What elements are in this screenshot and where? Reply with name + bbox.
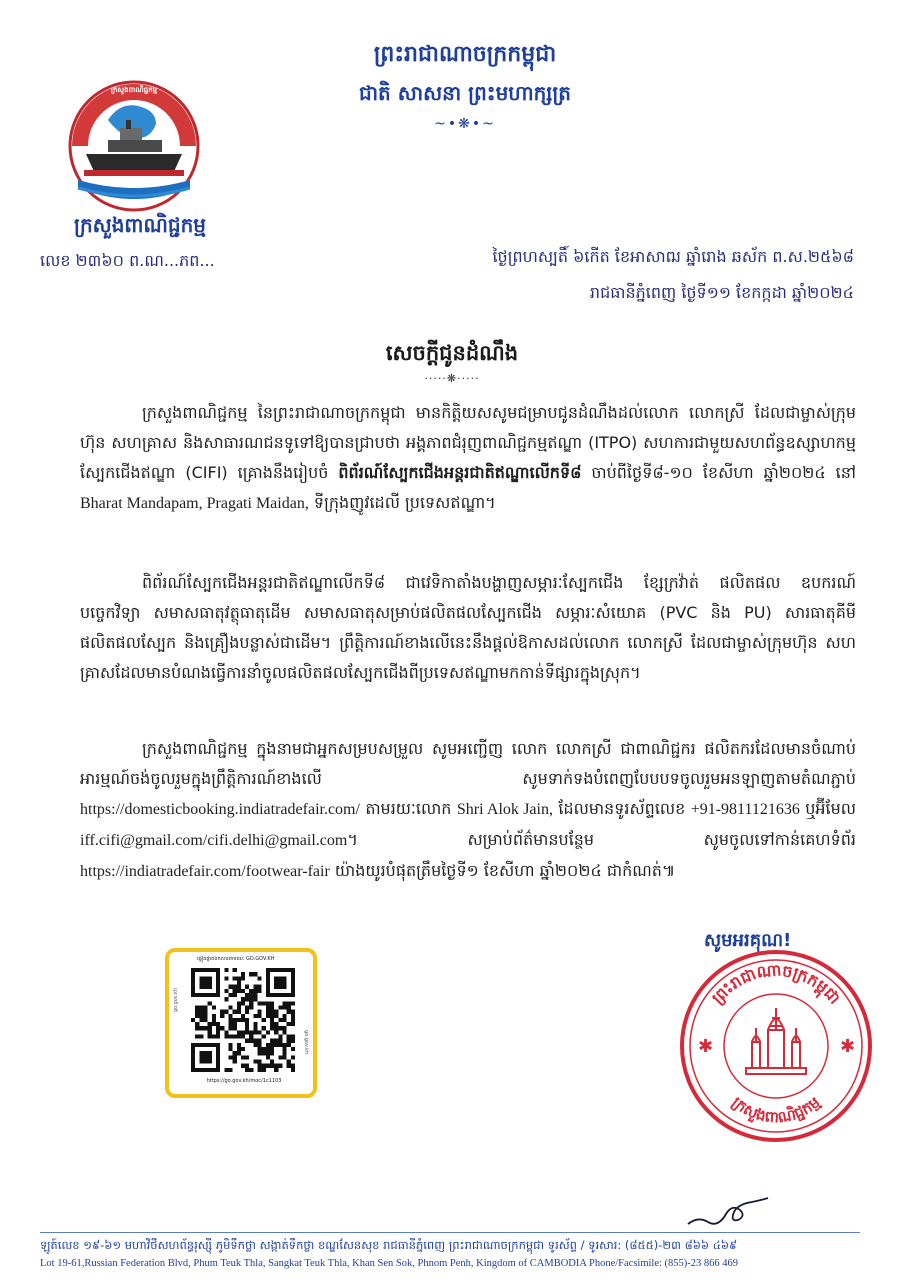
solar-date: រាជធានីភ្នំពេញ ថ្ងៃទី១១ ខែកក្កដា ឆ្នាំ២០២៤: [589, 283, 854, 302]
p1-venue: Bharat Mandapam, Pragati Maidan,: [80, 495, 309, 512]
kingdom-title: ព្រះរាជាណាចក្រកម្ពុជា: [373, 42, 557, 67]
p1-text-c: ទីក្រុងញូវដេលី ប្រទេសឥណ្ឌា។: [308, 493, 496, 512]
paragraph-2: ពិព័រណ៍ស្បែកជើងអន្តរជាតិឥណ្ឌាលើកទី៨ ជាវេទិកាតាំងបង្ហាញសម្ភារៈស្បែកជើង ខ្សែក្រវ៉ាត់ ផលិតផល ឧបករណ៍ បច្ចេកវិទ្យា សមាសធាតុវត្ថុធាតុដើម សមាសធាតុសម្រាប់ផលិតផលស្បែកជើង សម្ភារៈសំយោគ (PVC និង PU) សារធាតុគីមី ផលិតផលស្បែក និងគ្រឿងបន្លាស់ជាដើម។ ព្រឹត្តិការណ៍ខាងលើនេះនឹងផ្តល់ឱកាសដល់លោក លោកស្រី ដែលជាម្ចាស់ក្រុមហ៊ុន សហគ្រាសដែលមានបំណងធ្វើការនាំចូលផលិតផលស្បែកជើងពីប្រទេសឥណ្ឌាមកកាន់ទីផ្សារក្នុងស្រុក។: [80, 573, 856, 682]
qr-finder-pattern: [191, 1043, 220, 1072]
qr-top-text: ផ្ទៀងផ្ទាត់ឯកសារតាមរយៈ GO.GOV.KH: [197, 956, 275, 962]
reference-number: លេខ ២៣៦០ ព.ណ...ភព...: [40, 251, 215, 270]
p3-text-d: ឬអ៊ីមែល: [799, 799, 857, 818]
footer-address-khmer: ឡូត៍លេខ ១៩-៦១ មហាវិថីសហព័ន្ធរុស្ស៊ី ភូមិទឹកថ្លា សង្កាត់ទឹកថ្លា ខណ្ឌសែនសុខ រាជធានីភ្នំពេញ ព្រះរាជាណាចក្រកម្ពុជា ទូរស័ព្ទ / ទូរសារ: (៨៥៥)-២៣ ៨៦៦ ៤៦៩: [40, 1238, 738, 1252]
p1-text-b: ចាប់ពីថ្ងៃទី៨-១០ ខែសីហា ឆ្នាំ២០២៤ នៅ: [581, 463, 856, 482]
footer-address-english: Lot 19-61,Russian Federation Blvd, Phum Teuk Thla, Sangkat Teuk Thla, Khan Sen Sok, Phnom Penh, Kingdom of CAMBODIA Phone/Facsimile: (855)-23 866 469: [40, 1258, 739, 1269]
contact-email[interactable]: iff.cifi@gmail.com/cifi.delhi@gmail.com: [80, 832, 348, 849]
closing-thanks: សូមអរគុណ!: [704, 930, 792, 951]
ministry-logo: [68, 80, 200, 212]
fair-website-link[interactable]: https://indiatradefair.com/footwear-fair: [80, 863, 330, 880]
seal-top-text: ព្រះរាជាណាចក្រកម្ពុជា: [707, 960, 845, 1008]
footer-divider: [40, 1232, 860, 1233]
document-title: សេចក្តីជូនដំណឹង: [385, 341, 519, 365]
p3-text-c: ដែលមានទូរស័ព្ទលេខ: [552, 799, 691, 818]
national-motto: ជាតិ សាសនា ព្រះមហាក្សត្រ: [359, 81, 571, 105]
header-ornament: ~•❋•~: [434, 116, 496, 132]
svg-text:✱: ✱: [698, 1036, 714, 1057]
p1-text-a: ក្រសួងពាណិជ្ជកម្ម នៃព្រះរាជាណាចក្រកម្ពុជា មានកិត្តិយសសូមជម្រាបជូនដំណឹងដល់លោក លោកស្រី ដែលជាម្ចាស់ក្រុមហ៊ុន សហគ្រាស និងសាធារណជនទូទៅឱ្យបានជ្រាបថា អង្គភាពជំរុញពាណិជ្ជកម្មឥណ្ឌា (ITPO) សហការជាមួយសហព័ន្ធឧស្សាហកម្មស្បែកជើងឥណ្ឌា (CIFI) គ្រោងនឹងរៀបចំ: [80, 403, 856, 482]
official-seal: [676, 946, 876, 1146]
paragraph-1: [80, 398, 856, 519]
qr-url[interactable]: https://go.gov.kh/moc/1c1103: [206, 1078, 282, 1084]
p3-text-e: ។ សម្រាប់ព័ត៌មានបន្ថែម សូមចូលទៅកាន់គេហទំព័រ: [347, 830, 856, 849]
lunar-date: ថ្ងៃព្រហស្បតិ៍ ៦កើត ខែអាសាឍ ឆ្នាំរោង ឆស័ក ព.ស.២៥៦៨: [492, 247, 854, 266]
title-ornament: ·····❋·····: [424, 372, 480, 385]
p3-text-b: តាមរយៈលោក: [359, 799, 457, 818]
svg-text:✱: ✱: [840, 1036, 856, 1057]
p3-text-a: ក្រសួងពាណិជ្ជកម្ម ក្នុងនាមជាអ្នកសម្របសម្រួល សូមអញ្ជើញ លោក លោកស្រី ជាពាណិជ្ជករ ផលិតករដែលមានចំណាប់អារម្មណ៍ចង់ចូលរួមក្នុងព្រឹត្តិការណ៍ខាងលើ សូមទាក់ទងបំពេញបែបបទចូលរួមអនឡាញតាមតំណភ្ជាប់: [80, 739, 856, 788]
ministry-name: ក្រសួងពាណិជ្ជកម្ម: [74, 213, 206, 237]
qr-side-right-text: go.gov.kh: [303, 1030, 309, 1055]
signature-mark: [684, 1196, 774, 1232]
p3-text-f: យ៉ាងយូរបំផុតត្រឹមថ្ងៃទី១ ខែសីហា ឆ្នាំ២០២៤ ជាកំណត់៕: [329, 861, 676, 880]
p1-event-name: ពិព័រណ៍ស្បែកជើងអន្តរជាតិឥណ្ឌាលើកទី៨: [338, 463, 582, 482]
qr-side-left-text: go.gov.kh: [173, 988, 179, 1013]
paragraph-3: [80, 734, 856, 887]
qr-verification-card: [165, 948, 317, 1098]
qr-finder-pattern: [191, 968, 220, 997]
qr-code[interactable]: [191, 968, 295, 1072]
qr-finder-pattern: [266, 968, 295, 997]
registration-link[interactable]: https://domesticbooking.indiatradefair.com/: [80, 801, 360, 818]
seal-bottom-text: ក្រសួងពាណិជ្ជកម្ម: [728, 1093, 824, 1127]
contact-phone: +91-9811121636: [690, 801, 800, 818]
logo-top-text: ក្រសួងពាណិជ្ជកម្ម: [110, 86, 158, 94]
logo-bottom-text: MINISTRY OF COMMERCE: [104, 183, 162, 188]
contact-name: Shri Alok Jain,: [456, 801, 553, 818]
